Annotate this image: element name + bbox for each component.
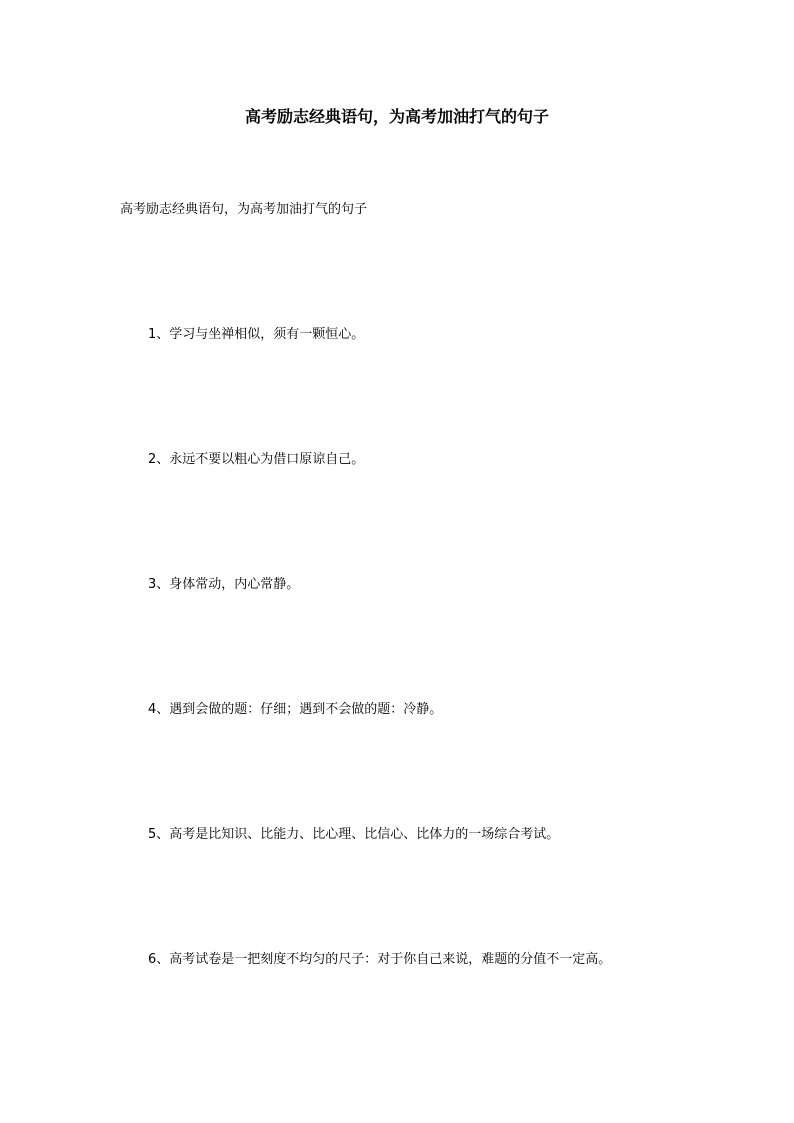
quote-item-5: 5、高考是比知识、比能力、比心理、比信心、比体力的一场综合考试。 <box>148 827 560 842</box>
quote-item-1: 1、学习与坐禅相似，须有一颗恒心。 <box>148 327 365 342</box>
page-title: 高考励志经典语句，为高考加油打气的句子 <box>244 107 549 126</box>
quote-item-2: 2、永远不要以粗心为借口原谅自己。 <box>148 452 365 467</box>
quote-item-4: 4、遇到会做的题：仔细；遇到不会做的题：冷静。 <box>148 702 443 717</box>
quote-item-3: 3、身体常动，内心常静。 <box>148 577 300 592</box>
intro-paragraph: 高考励志经典语句，为高考加油打气的句子 <box>120 202 368 217</box>
quote-item-6: 6、高考试卷是一把刻度不均匀的尺子：对于你自己来说，难题的分值不一定高。 <box>148 952 612 967</box>
